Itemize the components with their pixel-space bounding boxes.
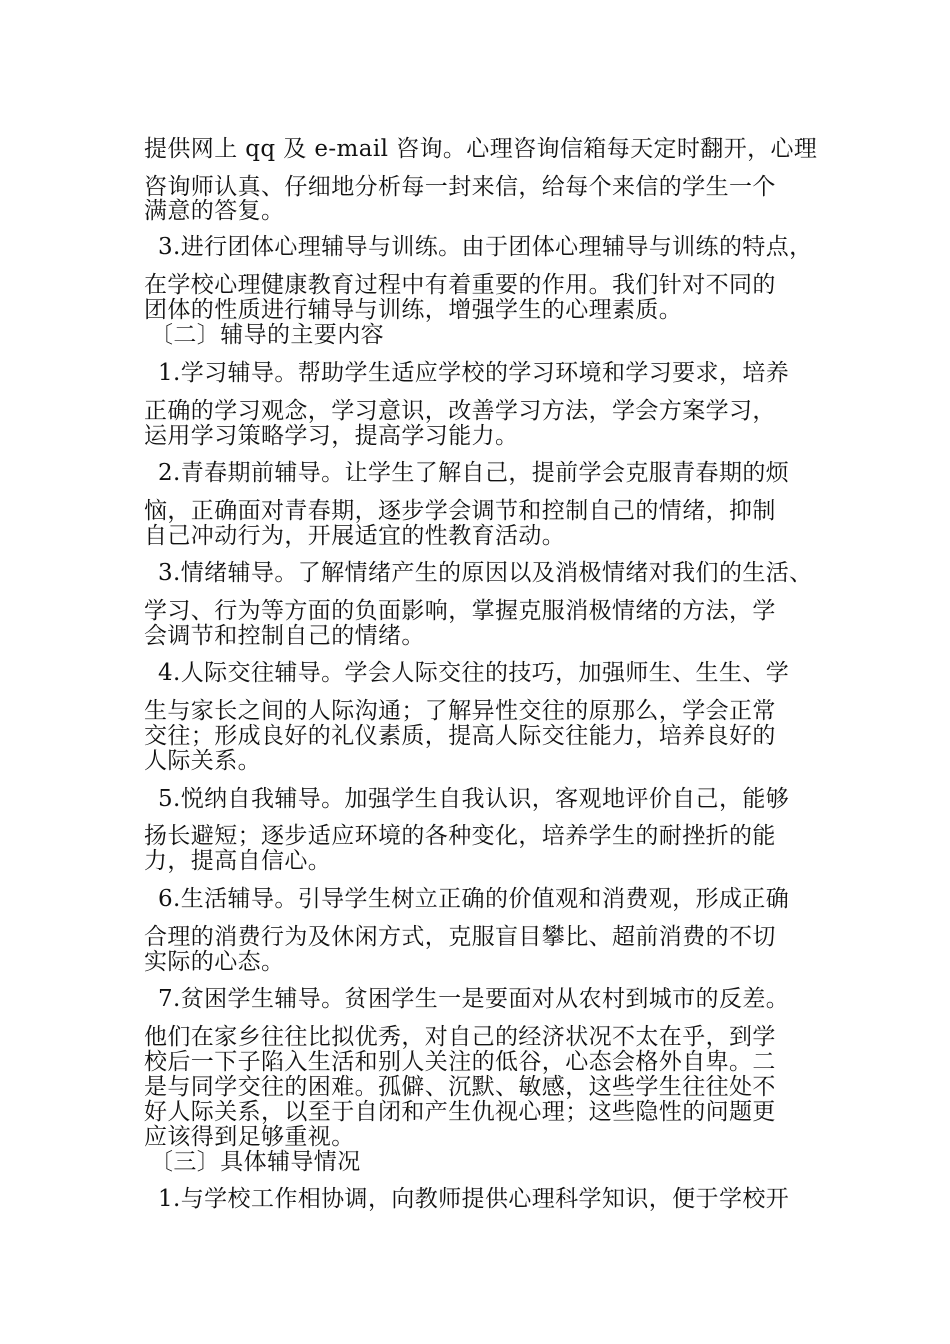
text-line: 生与家长之间的人际沟通；了解异性交往的原那么，学会正常 xyxy=(144,698,776,724)
text-line: 应该得到足够重视。 xyxy=(144,1124,355,1150)
text-line: 1.学习辅导。帮助学生适应学校的学习环境和学习要求，培养 xyxy=(158,360,790,386)
text-line: 好人际关系，以至于自闭和产生仇视心理；这些隐性的问题更 xyxy=(144,1099,776,1125)
text-line: 提供网上 qq 及 e-mail 咨询。心理咨询信箱每天定时翻开，心理 xyxy=(144,136,818,162)
text-line: 校后一下子陷入生活和别人关注的低谷，心态会格外自卑。二 xyxy=(144,1049,776,1075)
text-line: 人际关系。 xyxy=(144,748,261,774)
text-line: 7.贫困学生辅导。贫困学生一是要面对从农村到城市的反差。 xyxy=(158,986,790,1012)
text-line: 实际的心态。 xyxy=(144,949,285,975)
text-line: 3.进行团体心理辅导与训练。由于团体心理辅导与训练的特点， xyxy=(158,234,813,260)
text-line: 4.人际交往辅导。学会人际交往的技巧，加强师生、生生、学 xyxy=(158,660,790,686)
text-line: 会调节和控制自己的情绪。 xyxy=(144,623,425,649)
text-line: 力，提高自信心。 xyxy=(144,848,332,874)
text-line: 运用学习策略学习，提高学习能力。 xyxy=(144,423,519,449)
text-line: 6.生活辅导。引导学生树立正确的价值观和消费观，形成正确 xyxy=(158,886,790,912)
text-line: 自己冲动行为，开展适宜的性教育活动。 xyxy=(144,523,566,549)
text-line: 是与同学交往的困难。孤僻、沉默、敏感，这些学生往往处不 xyxy=(144,1074,776,1100)
text-line: 交往；形成良好的礼仪素质，提高人际交往能力，培养良好的 xyxy=(144,723,776,749)
text-line: 正确的学习观念，学习意识，改善学习方法，学会方案学习， xyxy=(144,398,776,424)
text-line: 合理的消费行为及休闲方式，克服盲目攀比、超前消费的不切 xyxy=(144,924,776,950)
text-line: 恼，正确面对青春期，逐步学会调节和控制自己的情绪，抑制 xyxy=(144,498,776,524)
text-line: 2.青春期前辅导。让学生了解自己，提前学会克服青春期的烦 xyxy=(158,460,790,486)
text-line: 咨询师认真、仔细地分析每一封来信，给每个来信的学生一个 xyxy=(144,174,776,200)
text-line: 1.与学校工作相协调，向教师提供心理科学知识，便于学校开 xyxy=(158,1186,790,1212)
text-line: 满意的答复。 xyxy=(144,198,285,224)
section-heading: 〔二〕辅导的主要内容 xyxy=(150,322,384,348)
text-line: 团体的性质进行辅导与训练，增强学生的心理素质。 xyxy=(144,297,683,323)
text-line: 在学校心理健康教育过程中有着重要的作用。我们针对不同的 xyxy=(144,272,776,298)
text-line: 5.悦纳自我辅导。加强学生自我认识，客观地评价自己，能够 xyxy=(158,786,790,812)
text-line: 扬长避短；逐步适应环境的各种变化，培养学生的耐挫折的能 xyxy=(144,823,776,849)
text-line: 学习、行为等方面的负面影响，掌握克服消极情绪的方法，学 xyxy=(144,598,776,624)
text-line: 他们在家乡往往比拟优秀，对自己的经济状况不太在乎，到学 xyxy=(144,1024,776,1050)
text-line: 3.情绪辅导。了解情绪产生的原因以及消极情绪对我们的生活、 xyxy=(158,560,813,586)
section-heading: 〔三〕具体辅导情况 xyxy=(150,1149,361,1175)
